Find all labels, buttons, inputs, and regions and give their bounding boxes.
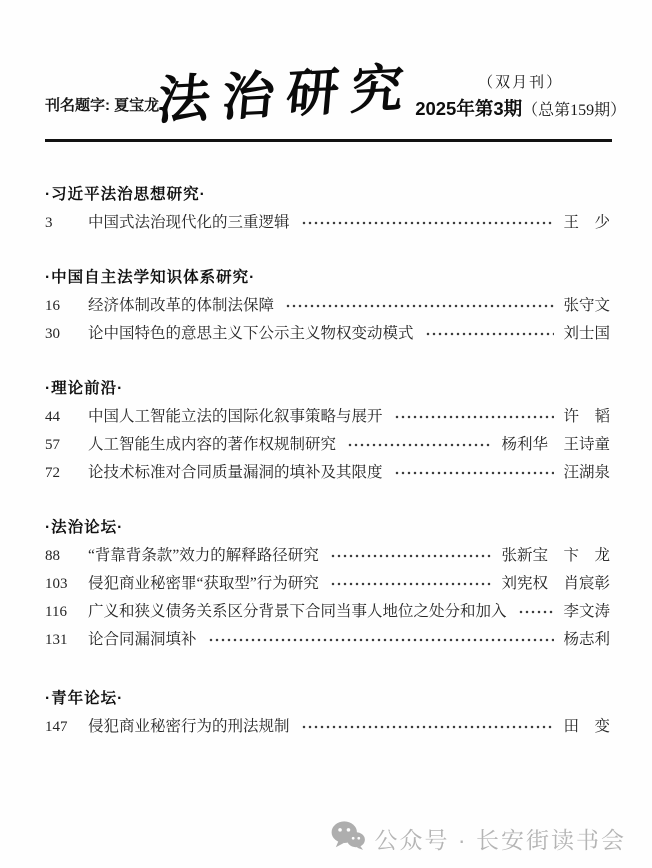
article-authors: 刘士国 [563, 325, 610, 342]
dot-leader [301, 725, 555, 729]
issue-info [415, 71, 626, 131]
article-authors: 刘宪权 肖宸彰 [501, 575, 610, 592]
article-title: 经济体制改革的体制法保障 [88, 297, 275, 314]
toc-row [45, 459, 610, 487]
issue-number: 2025年第3期 [415, 98, 523, 119]
article-authors: 李文涛 [563, 603, 610, 620]
dot-leader [330, 554, 493, 558]
toc-section-independent-knowledge [45, 264, 610, 348]
toc-row [45, 542, 610, 570]
article-title: 侵犯商业秘密罪“获取型”行为研究 [88, 575, 319, 592]
toc-section-heading: ·理论前沿· [45, 380, 124, 397]
article-authors: 王 少 [563, 214, 610, 231]
article-title: 论合同漏洞填补 [88, 631, 197, 648]
article-authors: 汪湖泉 [563, 464, 610, 481]
toc-row [45, 431, 610, 459]
dot-leader [330, 582, 493, 586]
page-number: 44 [45, 409, 60, 425]
toc-section-rule-of-law-forum [45, 514, 610, 654]
table-of-contents [0, 142, 652, 741]
wechat-icon [331, 820, 365, 856]
toc-section-theory-frontier [45, 375, 610, 487]
dot-leader [394, 415, 555, 419]
toc-row [45, 570, 610, 598]
article-title: “背靠背条款”效力的解释路径研究 [88, 547, 319, 564]
article-title: 论技术标准对合同质量漏洞的填补及其限度 [88, 464, 383, 481]
article-authors: 杨利华 王诗童 [501, 436, 610, 453]
page-number: 72 [45, 465, 60, 481]
page-number: 131 [45, 632, 68, 648]
dot-leader [518, 610, 555, 614]
journal-title-wrap [155, 52, 419, 132]
issue-line [415, 95, 626, 121]
dot-leader [425, 332, 555, 336]
toc-row [45, 292, 610, 320]
toc-section-heading: ·青年论坛· [45, 690, 124, 707]
dot-leader [208, 638, 555, 642]
watermark [331, 820, 626, 856]
article-title: 侵犯商业秘密行为的刑法规制 [88, 718, 290, 735]
article-title: 中国式法治现代化的三重逻辑 [88, 214, 290, 231]
article-title: 论中国特色的意思主义下公示主义物权变动模式 [88, 325, 414, 342]
toc-section-heading: ·中国自主法学知识体系研究· [45, 269, 256, 286]
masthead [0, 0, 652, 131]
page-number: 16 [45, 298, 60, 314]
toc-row [45, 598, 610, 626]
watermark-text: 公众号 · 长安街读书会 [374, 826, 626, 853]
toc-row [45, 626, 610, 654]
article-title: 中国人工智能立法的国际化叙事策略与展开 [88, 408, 383, 425]
article-authors: 田 变 [563, 718, 610, 735]
article-authors: 张守文 [563, 297, 610, 314]
toc-row [45, 320, 610, 348]
dot-leader [394, 471, 555, 475]
article-title: 广义和狭义债务关系区分背景下合同当事人地位之处分和加入 [88, 603, 507, 620]
page-number: 88 [45, 548, 60, 564]
article-authors: 杨志利 [563, 631, 610, 648]
toc-row [45, 209, 610, 237]
page-number: 147 [45, 719, 68, 735]
journal-title-calligraphy: 法治研究 [155, 57, 419, 132]
article-title: 人工智能生成内容的著作权规制研究 [88, 436, 337, 453]
dot-leader [347, 443, 492, 447]
page-number: 116 [45, 604, 67, 620]
toc-row [45, 713, 610, 741]
dot-leader [301, 221, 555, 225]
page-number: 30 [45, 326, 60, 342]
article-authors: 张新宝 卞 龙 [501, 547, 610, 564]
article-authors: 许 韬 [563, 408, 610, 425]
page-number: 3 [45, 215, 53, 231]
toc-section-youth-forum [45, 685, 610, 741]
dot-leader [285, 304, 554, 308]
calligrapher-credit: 刊名题字: 夏宝龙 [45, 97, 160, 114]
frequency-label: （双月刊） [478, 75, 564, 91]
page-number: 57 [45, 437, 60, 453]
toc-row [45, 403, 610, 431]
page-number: 103 [45, 576, 68, 592]
toc-section-heading: ·习近平法治思想研究· [45, 186, 206, 203]
toc-section-heading: ·法治论坛· [45, 519, 124, 536]
issue-total-number: （总第159期） [522, 102, 627, 119]
toc-section-xi-jinping-thought [45, 181, 610, 237]
